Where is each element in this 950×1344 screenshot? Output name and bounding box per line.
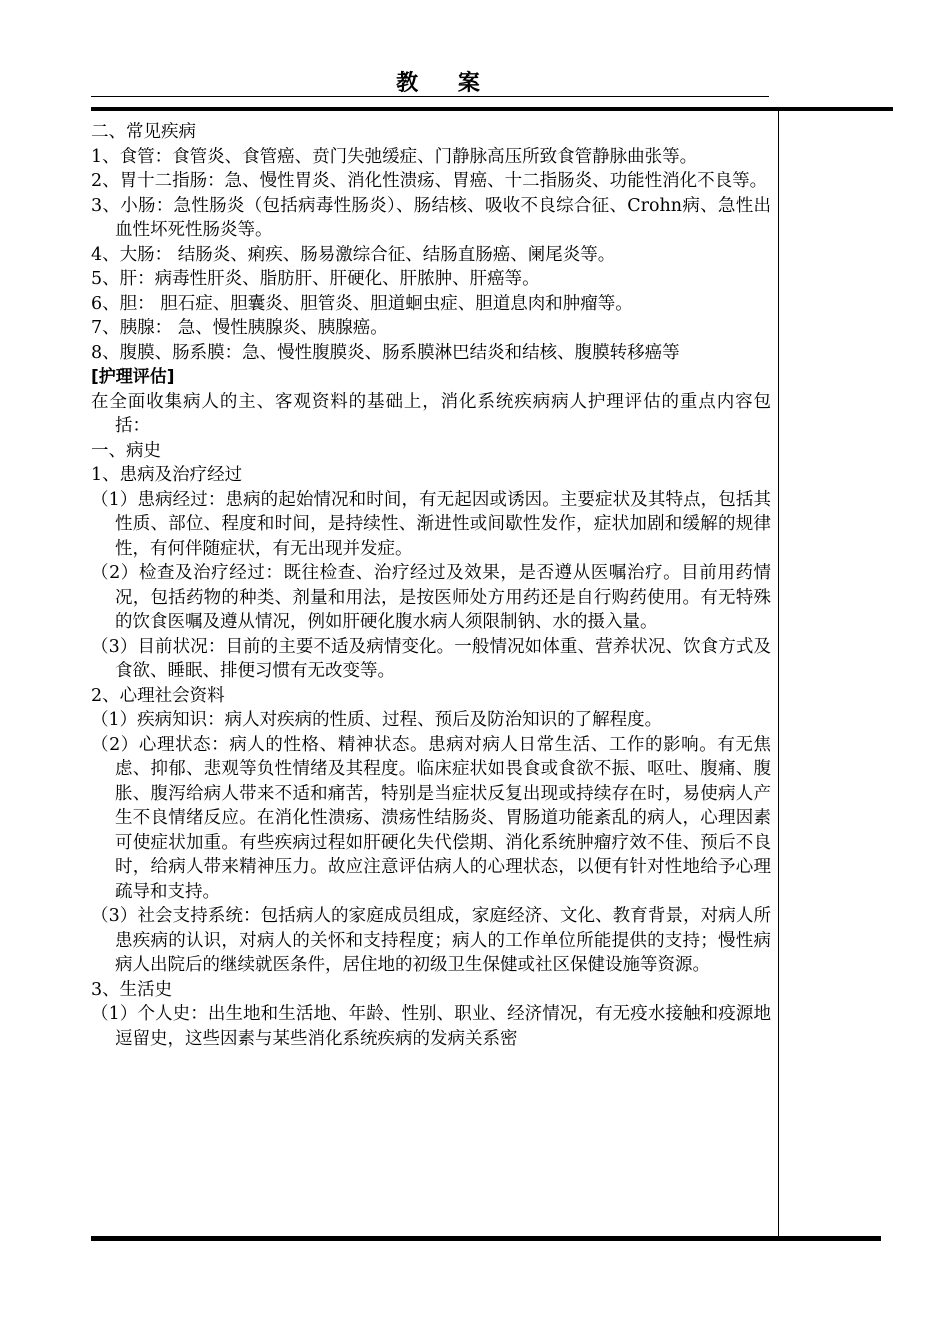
paragraph-illness-course: （1）患病经过：患病的起始情况和时间，有无起因或诱因。主要症状及其特点，包括其性质、部位、程度和时间，是持续性、渐进性或间歇性发作，症状加剧和缓解的规律性，有何伴随症状，有无出现并发症。 (91, 489, 771, 559)
section-heading-history: 一、病史 (91, 440, 161, 461)
paragraph-disease-knowledge: （1）疾病知识：病人对疾病的性质、过程、预后及防治知识的了解程度。 (91, 710, 663, 730)
paragraph-current-status: （3）目前状况：目前的主要不适及病情变化。一般情况如体重、营养状况、饮食方式及食欲、睡眠、排便习惯有无改变等。 (91, 636, 771, 681)
section-heading-nursing-assessment: [护理评估] (91, 367, 175, 387)
header-rule (91, 96, 769, 97)
paragraph-social-support: （3）社会支持系统：包括病人的家庭成员组成，家庭经济、文化、教育背景，对病人所患疾病的认识，对病人的关怀和支持程度；病人的工作单位所能提供的支持；慢性病病人出院后的继续就医条件，居住地的初级卫生保健或社区保健设施等资源。 (91, 906, 771, 975)
paragraph-intro: 在全面收集病人的主、客观资料的基础上，消化系统疾病病人护理评估的重点内容包括： (91, 391, 771, 436)
list-item-peritoneum: 8、腹膜、肠系膜：急、慢性腹膜炎、肠系膜淋巴结炎和结核、腹膜转移癌等 (91, 342, 680, 363)
list-item-gallbladder: 6、胆： 胆石症、胆囊炎、胆管炎、胆道蛔虫症、胆道息肉和肿瘤等。 (91, 293, 633, 314)
list-item-large-intestine: 4、大肠： 结肠炎、痢疾、肠易激综合征、结肠直肠癌、阑尾炎等。 (91, 244, 616, 265)
section-heading-common-diseases: 二、常见疾病 (91, 122, 196, 142)
page-header-title: 教 案 (396, 71, 496, 96)
lesson-content (91, 120, 771, 1051)
list-item-esophagus: 1、食管：食管炎、食管癌、贲门失弛缓症、门静脉高压所致食管静脉曲张等。 (91, 146, 698, 167)
list-item-liver: 5、肝：病毒性肝炎、脂肪肝、肝硬化、肝脓肿、肝癌等。 (91, 269, 540, 289)
list-item-stomach-duodenum: 2、胃十二指肠：急、慢性胃炎、消化性溃疡、胃癌、十二指肠炎、功能性消化不良等。 (91, 171, 768, 191)
paragraph-personal-history: （1）个人史：出生地和生活地、年龄、性别、职业、经济情况，有无疫水接触和疫源地逗留史，这些因素与某些消化系统疾病的发病关系密 (91, 1004, 771, 1049)
paragraph-psychological-state: （2）心理状态：病人的性格、精神状态。患病对病人日常生活、工作的影响。有无焦虑、抑郁、悲观等负性情绪及其程度。临床症状如畏食或食欲不振、呕吐、腹痛、腹胀、腹泻给病人带来不适和痛苦，特别是当症状反复出现或持续存在时，易使病人产生不良情绪反应。在消化性溃疡、溃疡性结肠炎、胃肠道功能紊乱的病人，心理因素可使症状加重。有些疾病过程如肝硬化失代偿期、消化系统肿瘤疗效不佳、预后不良时，给病人带来精神压力。故应注意评估病人的心理状态，以便有针对性地给予心理疏导和支持。 (91, 734, 771, 902)
table-top-border (91, 107, 893, 111)
paragraph-exam-treatment: （2）检查及治疗经过：既往检查、治疗经过及效果，是否遵从医嘱治疗。目前用药情况，包括药物的种类、剂量和用法，是按医师处方用药还是自行购药使用。有无特殊的饮食医嘱及遵从情况，例如肝硬化腹水病人须限制钠、水的摄入量。 (91, 563, 771, 632)
subheading-life-history: 3、生活史 (91, 979, 173, 1000)
table-right-border (778, 111, 779, 1236)
table-bottom-border (91, 1236, 881, 1241)
subheading-illness-treatment: 1、患病及治疗经过 (91, 465, 243, 485)
list-item-small-intestine: 3、小肠：急性肠炎（包括病毒性肠炎）、肠结核、吸收不良综合征、Crohn病、急性出血性坏死性肠炎等。 (91, 195, 771, 240)
list-item-pancreas: 7、胰腺： 急、慢性胰腺炎、胰腺癌。 (91, 318, 388, 338)
subheading-psychosocial: 2、心理社会资料 (91, 685, 225, 706)
